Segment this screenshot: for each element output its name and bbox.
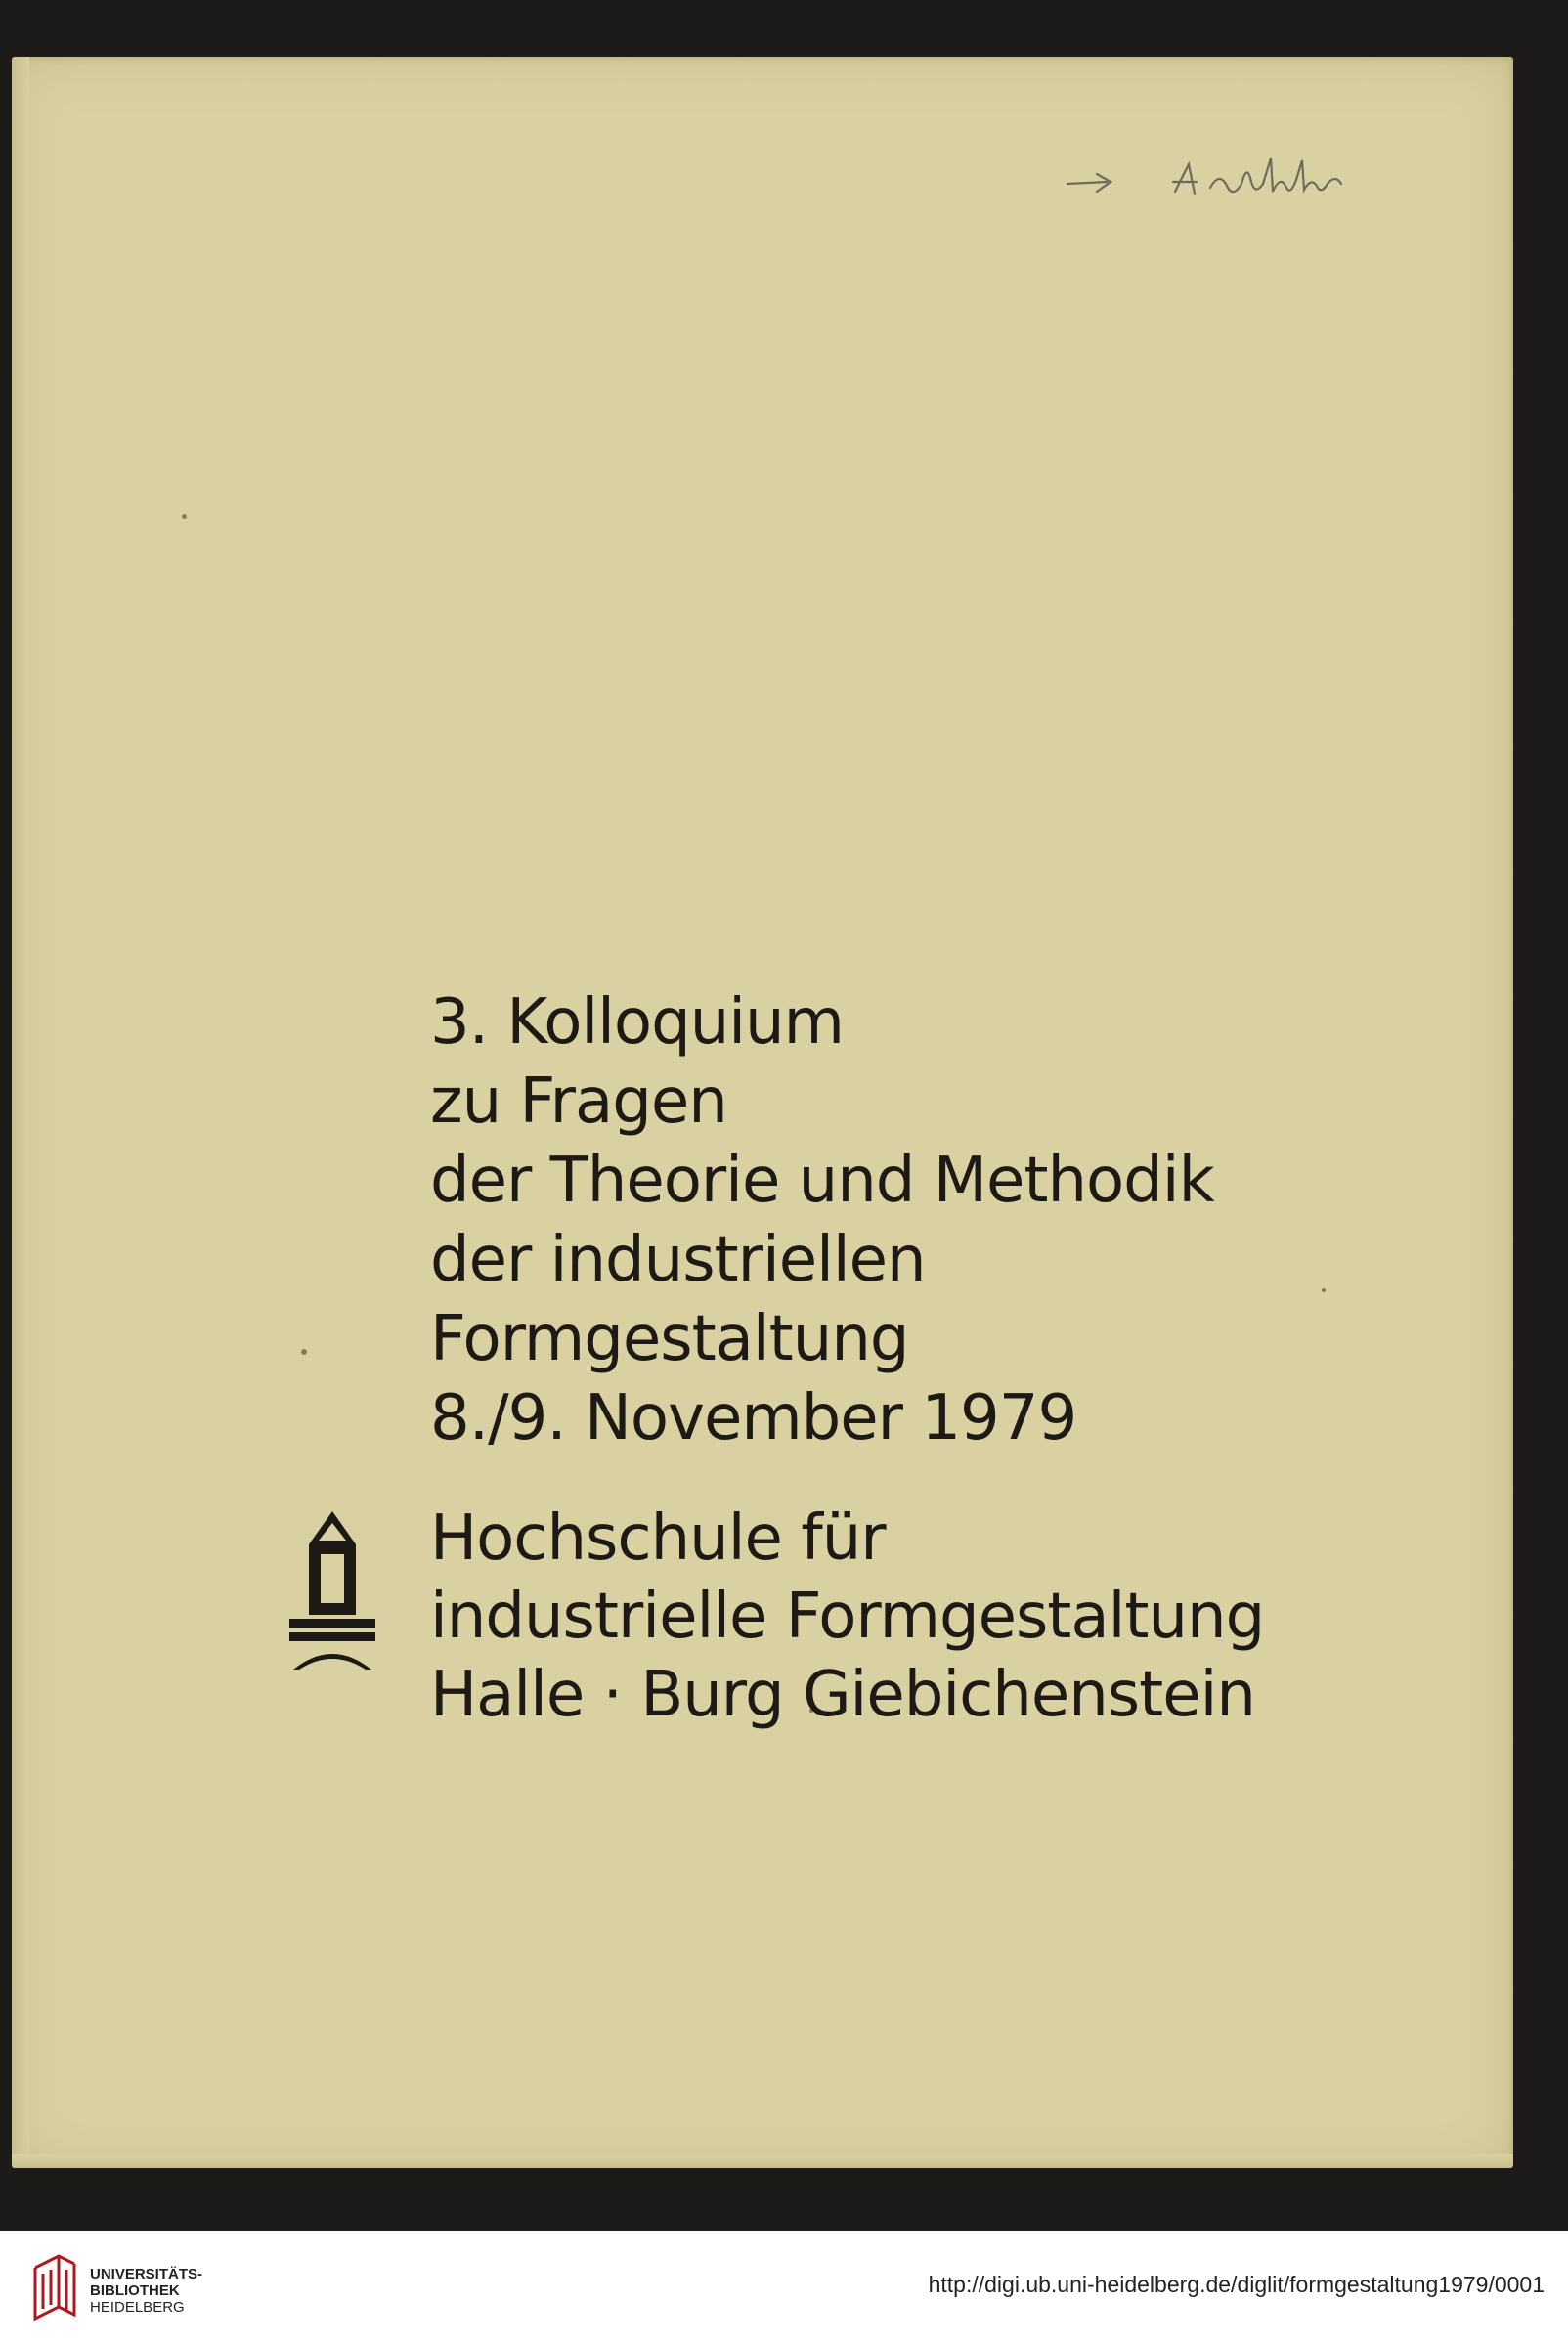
- library-name-line: HEIDELBERG: [90, 2299, 185, 2316]
- library-name: [90, 2266, 202, 2316]
- title-line: der industriellen: [430, 1224, 926, 1296]
- booklet-cover: [12, 57, 1513, 2168]
- burg-giebichenstein-tower-icon: [283, 1505, 381, 1672]
- colloquium-title: [430, 983, 1214, 1458]
- paper-spot: [182, 514, 187, 519]
- institution-line: Halle · Burg Giebichenstein: [430, 1659, 1255, 1731]
- title-line: Formgestaltung: [430, 1303, 909, 1375]
- institution-line: Hochschule für: [430, 1502, 886, 1575]
- title-date-line: 8./9. November 1979: [430, 1382, 1077, 1455]
- library-name-line: UNIVERSITÄTS-: [90, 2266, 203, 2282]
- paper-spot: [301, 1349, 307, 1355]
- paper-spot: [1322, 1288, 1326, 1292]
- title-line: der Theorie und Methodik: [430, 1145, 1214, 1217]
- institution-line: industrielle Formgestaltung: [430, 1581, 1265, 1653]
- title-line: zu Fragen: [430, 1065, 727, 1138]
- title-line: 3. Kolloquium: [430, 986, 844, 1059]
- digitization-footer: [0, 2231, 1568, 2345]
- ub-heidelberg-logo-icon: [29, 2248, 80, 2326]
- permalink-url[interactable]: http://digi.ub.uni-heidelberg.de/diglit/formgestaltung1979/0001: [928, 2272, 1545, 2297]
- handwritten-pencil-note: [1058, 154, 1410, 213]
- library-name-line: BIBLIOTHEK: [90, 2282, 180, 2299]
- institution-name: [430, 1499, 1264, 1734]
